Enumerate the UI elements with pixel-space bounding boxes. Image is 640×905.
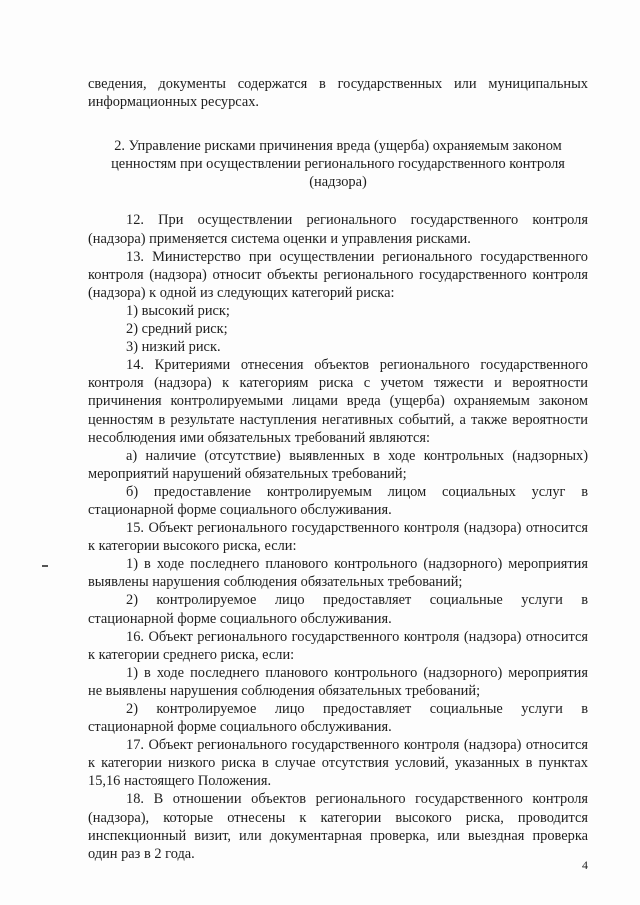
paragraph-15: 15. Объект регионального государственного контроля (надзора) относится к категории высокого риска, если: [88,520,588,555]
list-item: 1) в ходе последнего планового контрольного (надзорного) мероприятия выявлены нарушения соблюдения обязательных требований; [88,556,588,591]
list-item: 1) высокий риск; [126,302,230,319]
paragraph-16: 16. Объект регионального государственного контроля (надзора) относится к категории среднего риска, если: [88,628,588,663]
list-item: 2) контролируемое лицо предоставляет социальные услуги в стационарной форме социального обслуживания. [88,701,588,736]
paragraph-14: 14. Критериями отнесения объектов регионального государственного контроля (надзора) к категориям риска с учетом тяжести и вероятности причинения контролируемыми лицами вреда (ущерба) охраняемым законом ценностям в результате наступления негативных событий, а также вероятности несоблюдения ими обязательных требований являются: [88,357,588,446]
paragraph-17: 17. Объект регионального государственного контроля (надзора) относится к категории низкого риска в случае отсутствия условий, указанных в пунктах 15,16 настоящего Положения. [88,737,588,790]
list-item: 3) низкий риск. [126,339,221,356]
section-heading-line: (надзора) [309,174,367,191]
list-item: 2) контролируемое лицо предоставляет социальные услуги в стационарной форме социального обслуживания. [88,592,588,627]
intro-paragraph: сведения, документы содержатся в государственных или муниципальных информационных ресурсах. [88,76,588,111]
section-heading-line: ценностям при осуществлении регионального государственного контроля [111,156,565,173]
paragraph-12: 12. При осуществлении регионального государственного контроля (надзора) применяется система оценки и управления рисками. [88,212,588,247]
section-heading [88,137,588,191]
page-number: 4 [582,858,588,872]
section-heading-line: 2. Управление рисками причинения вреда (ущерба) охраняемым законом [114,138,562,155]
list-item: а) наличие (отсутствие) выявленных в ходе контрольных (надзорных) мероприятий нарушений обязательных требований; [88,447,588,482]
document-body [88,75,588,863]
list-item: 1) в ходе последнего планового контрольного (надзорного) мероприятия не выявлены нарушения соблюдения обязательных требований; [88,664,588,699]
paragraph-18: 18. В отношении объектов регионального государственного контроля (надзора), которые отнесены к категории высокого риска, проводится инспекционный визит, или документарная проверка, или выездная проверка один раз в 2 года. [88,791,588,862]
paragraph-13: 13. Министерство при осуществлении регионального государственного контроля (надзора) относит объекты регионального государственного контроля (надзора) к одной из следующих категорий риска: [88,248,588,301]
margin-mark [42,565,48,567]
list-item: б) предоставление контролируемым лицом социальных услуг в стационарной форме социального обслуживания. [88,483,588,518]
list-item: 2) средний риск; [126,321,228,338]
